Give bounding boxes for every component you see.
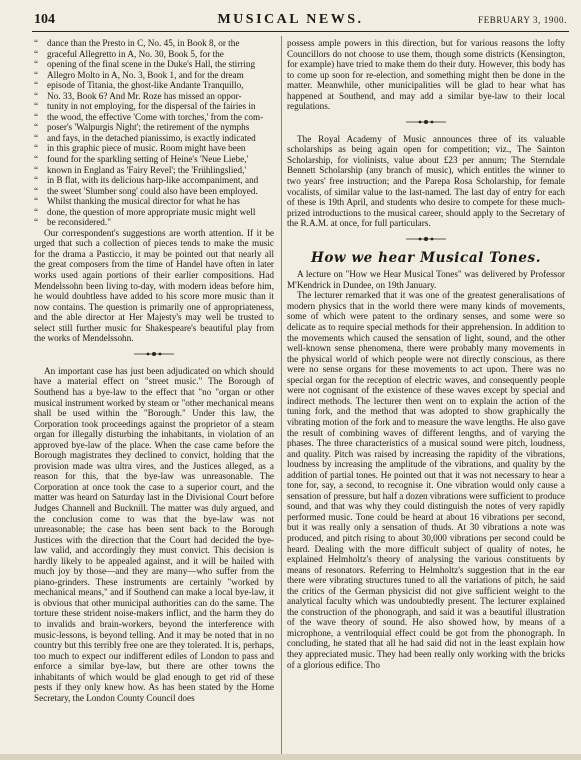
quote-line: “ episode of Titania, the ghost-like Andante Tranquillo, bbox=[34, 80, 244, 91]
page-number: 104 bbox=[34, 12, 55, 27]
quote-line: “ graceful Allegretto in A, No. 30, Book 5, for the bbox=[34, 48, 224, 59]
journal-title: MUSICAL NEWS. bbox=[217, 12, 364, 27]
header-rule bbox=[32, 31, 569, 32]
quote-line: “ in B flat, with its delicious harp-like accompaniment, and bbox=[34, 175, 259, 186]
column-divider bbox=[281, 36, 282, 754]
paragraph-lecture-intro: A lecture on "How we Hear Musical Tones" was delivered by Professor M'Kendrick in Dundee, on 19th January. bbox=[287, 269, 565, 290]
right-column bbox=[287, 38, 565, 670]
quote-line: “ Whilst thanking the musical director for what he has bbox=[34, 196, 240, 207]
quote-line: “ the sweet 'Slumber song' could also have been employed. bbox=[34, 185, 258, 196]
quote-line: “ Allegro Molto in A, No. 3, Book 1, and for the dream bbox=[34, 69, 244, 80]
quote-line: “ opening of the final scene in the Duke's Hall, the stirring bbox=[34, 59, 256, 70]
quote-line: “ and fays, in the detached pianissimo, is exactly indicated bbox=[34, 132, 256, 143]
ornament-icon bbox=[406, 118, 446, 126]
section-ornament bbox=[287, 235, 565, 245]
quote-line: “ done, the question of more appropriate music might well bbox=[34, 206, 256, 217]
quoted-letter bbox=[34, 38, 274, 228]
quote-line: “ known in England as 'Fairy Revel'; the 'Frühlingslied,' bbox=[34, 164, 247, 175]
section-ornament bbox=[287, 118, 565, 128]
quote-line: “ dance than the Presto in C, No. 45, in Book 8, or the bbox=[34, 38, 240, 48]
ornament-icon bbox=[134, 350, 174, 358]
quote-line: “ No. 33, Book 6? And Mr. Roze has missed an oppor- bbox=[34, 90, 242, 101]
ornament-icon bbox=[406, 235, 446, 243]
paragraph-continued: possess ample powers in this direction, but for various reasons the lofty Councillors do not choose to use them, though some districts (Kensington, for example) have tried to make them do their duty. However, this body has to come up soon for re-election, and something might then be done in the matter. Meanwhile, other municipalities will be glad to hear what has happened at Southend, and may add a similar bye-law to their local regulations. bbox=[287, 38, 565, 112]
quote-line: “ poser's 'Walpurgis Night'; the retirement of the nymphs bbox=[34, 122, 250, 133]
section-ornament bbox=[34, 350, 274, 360]
quote-line: “ be reconsidered." bbox=[34, 217, 111, 228]
left-column bbox=[34, 38, 274, 703]
paragraph-street-music: An important case has just been adjudicated on which should have a material effect on "street music." The Borough of Southend has a bye-law to the effect that "no "organ or other musical instrument worked by steam or "other mechanical means shall be used within the "Borough." Under this law, the Corporation took proceedings against the proprietor of a steam organ for illegally disturbing the inhabitants, in violation of an approved bye-law of the place. When the case came before the Borough magistrates they declined to convict, holding that the provision made was ultra vires, and the Justices alleged, as a reason for this, that the bye-law was unreasonable. The Corporation at once took the case to a superior court, and the matter was heard on Saturday last in the Divisional Court before Judges Channell and Bucknill. The matter was duly argued, and the conclusion come to was that the bye-law was not unreasonable; the case has been sent back to the Borough Justices with the direction that the Court had decided the bye-law valid, and accordingly they must convict. This decision is hardly likely to be appealed against, and it will be hailed with much joy by those—and they are many—who suffer from the piano-grinders. These instruments are certainly "worked by mechanical means," and if Southend can make a local bye-law, it is obvious that other municipal authorities can do the same. The torture these strident noise-makers inflict, and the harm they do to invalids and brain-workers, beyond the interference with music-lessons, is beyond telling. And it may be noted that in no country but this terribly free one are they tolerated. It is, perhaps, too much to expect our indifferent ediles of London to pass and enforce a similar bye-law, but there are other towns the inhabitants of which would be glad enough to get rid of these pests if they only knew how. As has been stated by the Home Secretary, the London County Council does bbox=[34, 365, 275, 703]
paragraph-scholarships: The Royal Academy of Music announces three of its valuable scholarships as being again open for competition; viz., The Sainton Scholarship, for violinists, value about £23 per annum; The Sterndale Bennett Scholarship (any branch of music), which entitles the winner to two years' free instruction; and the Parepa Rosa Scholarship, for female vocalists, of similar value to the last-named. The last day of entry for each of these is 19th April, and students who desire to compete for these much-prized introductions to the musical career, should apply to the Secretary of the R.A.M. at once, for full particulars. bbox=[287, 133, 565, 229]
page-header bbox=[0, 0, 581, 40]
quote-line: “ found for the sparkling setting of Heine's 'Neue Liebe,' bbox=[34, 154, 249, 165]
quote-line: “ the wood, the effective 'Come with torches,' from the com- bbox=[34, 111, 264, 122]
quote-line: “ in this graphic piece of music. Room might have been bbox=[34, 143, 246, 154]
paragraph-pasticcio: Our correspondent's suggestions are worth attention. If it be urged that such a collection of pieces tends to make the music for the drama a Pasticcio, it may be pointed out that nearly all the great composers from the time of Handel have often in later works used again portions of their earlier compositions. Had Mendelssohn been living to-day, with modern ideas before him, he would doubtless have added to his score more music than it now contains. The question is primarily one of appropriateness, and the able director at Her Majesty's may well be trusted to select still further music for Shakespeare's beautiful play from the works of Mendelssohn. bbox=[34, 227, 274, 344]
page-bottom-edge bbox=[0, 754, 581, 760]
article-heading: How we hear Musical Tones. bbox=[310, 249, 542, 266]
quote-line: “ tunity in not employing, for the dispersal of the fairies in bbox=[34, 101, 256, 112]
issue-date: FEBRUARY 3, 1900. bbox=[478, 15, 567, 25]
paragraph-lecture-body: The lecturer remarked that it was one of the greatest generalisations of modern physics that in the world there were many kinds of movements, some of which were patent to the ordinary senses, and some were so delicate as to require special methods for their apprehension. In addition to the movements which caused the sensation of light, sound, and the other well-known sense phenomena, there were probably many movements in the physical world of which people were not directly conscious, as there were no sense organs for these movements to act upon. There was no special organ for the reception of electric waves, and consequently people were not cognisant of the existence of these waves except by special and indirect methods. The lecturer then went on to explain the action of the tuning fork, and the method that was adopted to show graphically the vibrating motion of the fork and to measure the wave lengths. He also gave the result of combining waves of different lengths, and of varying the phases. The three characteristics of a musical sound were pitch, loudness, and quality. Pitch was raised by increasing the rapidity of the vibrations, loudness by increasing the amplitude of the vibrations, and quality by the addition of partial tones. He pointed out that it was not necessary to hear a tone for, say, a second, to recognise it. One vibration would only cause a sensation of pressure, but half a dozen vibrations were sufficient to produce sound, and that was why they could distinguish the notes of very rapidly performed music. Tone could be heard at about 16 vibrations per second, but it was really only a sensation of thuds. At 30 vibrations a note was produced, and pitch rising to about 30,000 vibrations per second could be heard. Dealing with the more difficult subject of quality of notes, he explained Helmholtz's theory of analysing the various constituents by means of resonators. Referring to Helmholtz's suggestion that in the ear there were vibrating structures tuned to all the variations of pitch, he said the critics of the German physicist did not give sufficient weight to the analytical faculty which was undoubtedly present. The lecturer explained the construction of the phonograph, and said it was a beautiful illustration of the wave theory of sound. He also showed how, by means of a microphone, a ventriloquial effect could be got from the phonograph. In concluding, he stated that all he had said did not in the least explain how they appreciated music. They had been really only working with the bricks of a glorious edifice. Tho bbox=[287, 290, 565, 670]
